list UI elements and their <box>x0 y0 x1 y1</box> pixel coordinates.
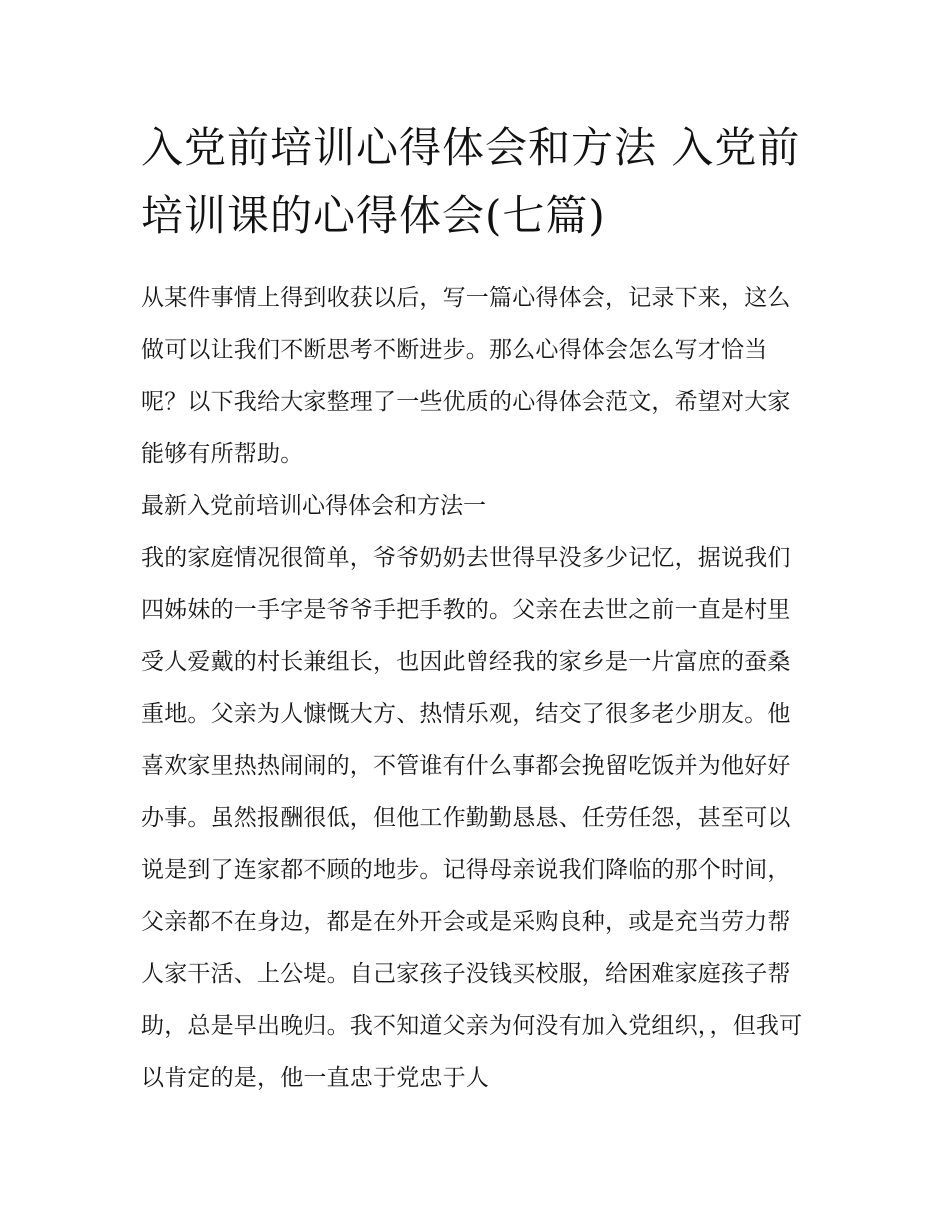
section-heading: 最新入党前培训心得体会和方法一 <box>141 493 486 519</box>
document-content <box>141 114 811 1104</box>
intro-paragraph: 从某件事情上得到收获以后，写一篇心得体会，记录下来，这么做可以让我们不断思考不断进步。那么心得体会怎么写才恰当呢？以下我给大家整理了一些优质的心得体会范文，希望对大家能够有所帮助。 <box>141 285 791 467</box>
body-paragraph: 我的家庭情况很简单，爷爷奶奶去世得早没多少记忆，据说我们四姊妹的一手字是爷爷手把手教的。父亲在去世之前一直是村里受人爱戴的村长兼组长，也因此曾经我的家乡是一片富庶的蚕桑重地。父亲为人慷慨大方、热情乐观，结交了很多老少朋友。他喜欢家里热热闹闹的，不管谁有什么事都会挽留吃饭并为他好好办事。虽然报酬很低，但他工作勤勤恳恳、任劳任怨，甚至可以说是到了连家都不顾的地步。记得母亲说我们降临的那个时间，父亲都不在身边，都是在外开会或是采购良种，或是充当劳力帮人家干活、上公堤。自己家孩子没钱买校服，给困难家庭孩子帮助，总是早出晚归。我不知道父亲为何没有加入党组织，，但我可以肯定的是，他一直忠于党忠于人 <box>141 545 803 1091</box>
document-title: 入党前培训心得体会和方法 入党前培训课的心得体会(七篇) <box>141 123 801 240</box>
